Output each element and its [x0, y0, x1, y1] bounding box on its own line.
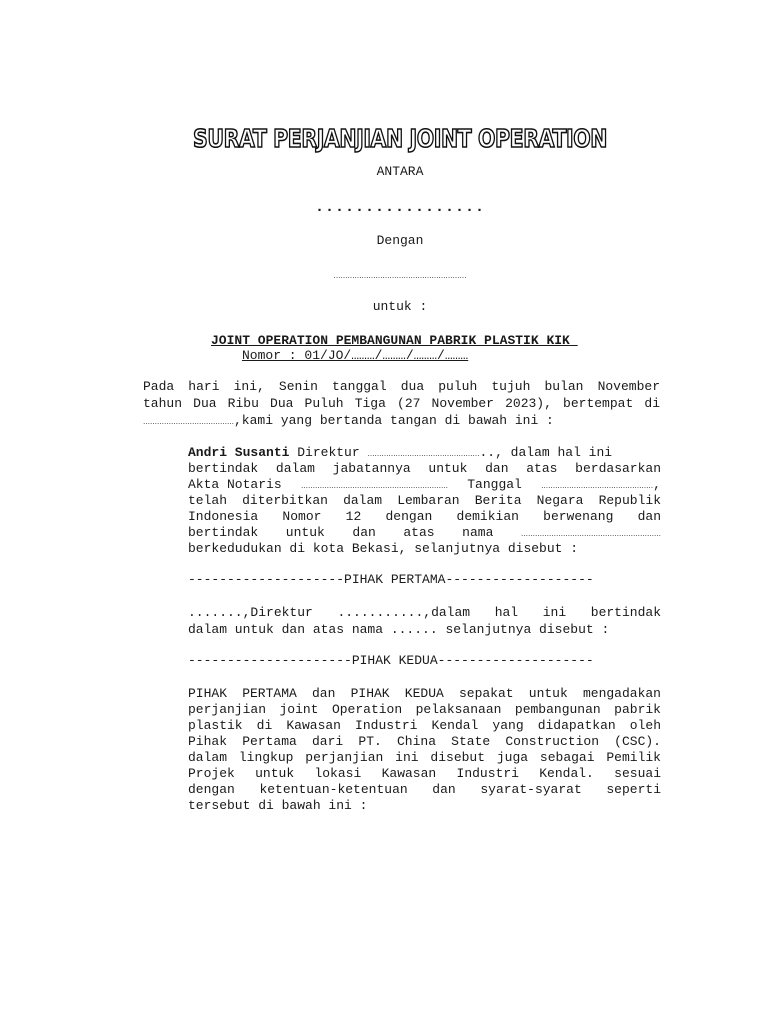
agreement-line-6: Projek untuk lokasi Kawasan Industri Kendal. sesuai: [188, 766, 661, 781]
party1-line-7: berkedudukan di kota Bekasi, selanjutnya disebut :: [188, 541, 579, 556]
agreement-line-7: dengan ketentuan-ketentuan dan syarat-syarat seperti: [188, 782, 661, 797]
opening-line-2: tahun Dua Ribu Dua Puluh Tiga (27 November 2023), bertempat di: [143, 396, 660, 411]
party1-line-3: Akta Notaris ……………………………………………………… Tanggal …………………………………………,: [188, 477, 661, 492]
agreement-line-3: plastik di Kawasan Industri Kendal yang didapatkan oleh: [188, 718, 661, 733]
untuk-label: untuk :: [372, 299, 428, 314]
party1-line-5: Indonesia Nomor 12 dengan demikian berwenang dan: [188, 509, 661, 524]
party1-line-6: bertindak untuk dan atas nama ……………………………………………………: [188, 525, 661, 540]
document-title: SURAT PERJANJIAN JOINT OPERATION: [192, 124, 608, 153]
party2-line-2: dalam untuk dan atas nama ...... selanjutnya disebut :: [188, 622, 610, 637]
agreement-line-1: PIHAK PERTAMA dan PIHAK KEDUA sepakat untuk mengadakan: [188, 686, 661, 701]
opening-line-3: …………………………………,kami yang bertanda tangan di bawah ini :: [143, 413, 554, 428]
party2-line-1: .......,Direktur ...........,dalam hal ini bertindak: [188, 605, 661, 620]
agreement-line-4: Pihak Pertama dari PT. China State Construction (CSC).: [188, 734, 661, 749]
agreement-line-8: tersebut di bawah ini :: [188, 798, 368, 813]
agreement-number: Nomor : 01/JO/………/………/………/………: [242, 348, 469, 363]
party1-line-2: bertindak dalam jabatannya untuk dan atas berdasarkan: [188, 461, 661, 476]
pihak-pertama-label: --------------------PIHAK PERTAMA-------------------: [188, 572, 594, 587]
antara-label: ANTARA: [376, 164, 424, 179]
dengan-label: Dengan: [376, 233, 424, 248]
party1-line-1: Andri Susanti Direktur ………………………………………….., dalam hal ini: [188, 445, 613, 460]
party1-name: Andri Susanti: [188, 445, 290, 460]
agreement-line-5: dalam lingkup perjanjian ini disebut juga sebagai Pemilik: [188, 750, 661, 765]
pihak-kedua-label: ---------------------PIHAK KEDUA--------------------: [188, 653, 594, 668]
agreement-line-2: perjanjian joint Operation pelaksanaan pembangunan pabrik: [188, 702, 661, 717]
party1-line-4: telah diterbitkan dalam Lembaran Berita Negara Republik: [188, 493, 661, 508]
party1-placeholder: .................: [314, 199, 486, 216]
agreement-subject: JOINT OPERATION PEMBANGUNAN PABRIK PLASTIK KIK: [211, 333, 570, 348]
party2-placeholder: …………………………………………………: [333, 272, 467, 280]
opening-line-1: Pada hari ini, Senin tanggal dua puluh tujuh bulan November: [143, 379, 660, 394]
